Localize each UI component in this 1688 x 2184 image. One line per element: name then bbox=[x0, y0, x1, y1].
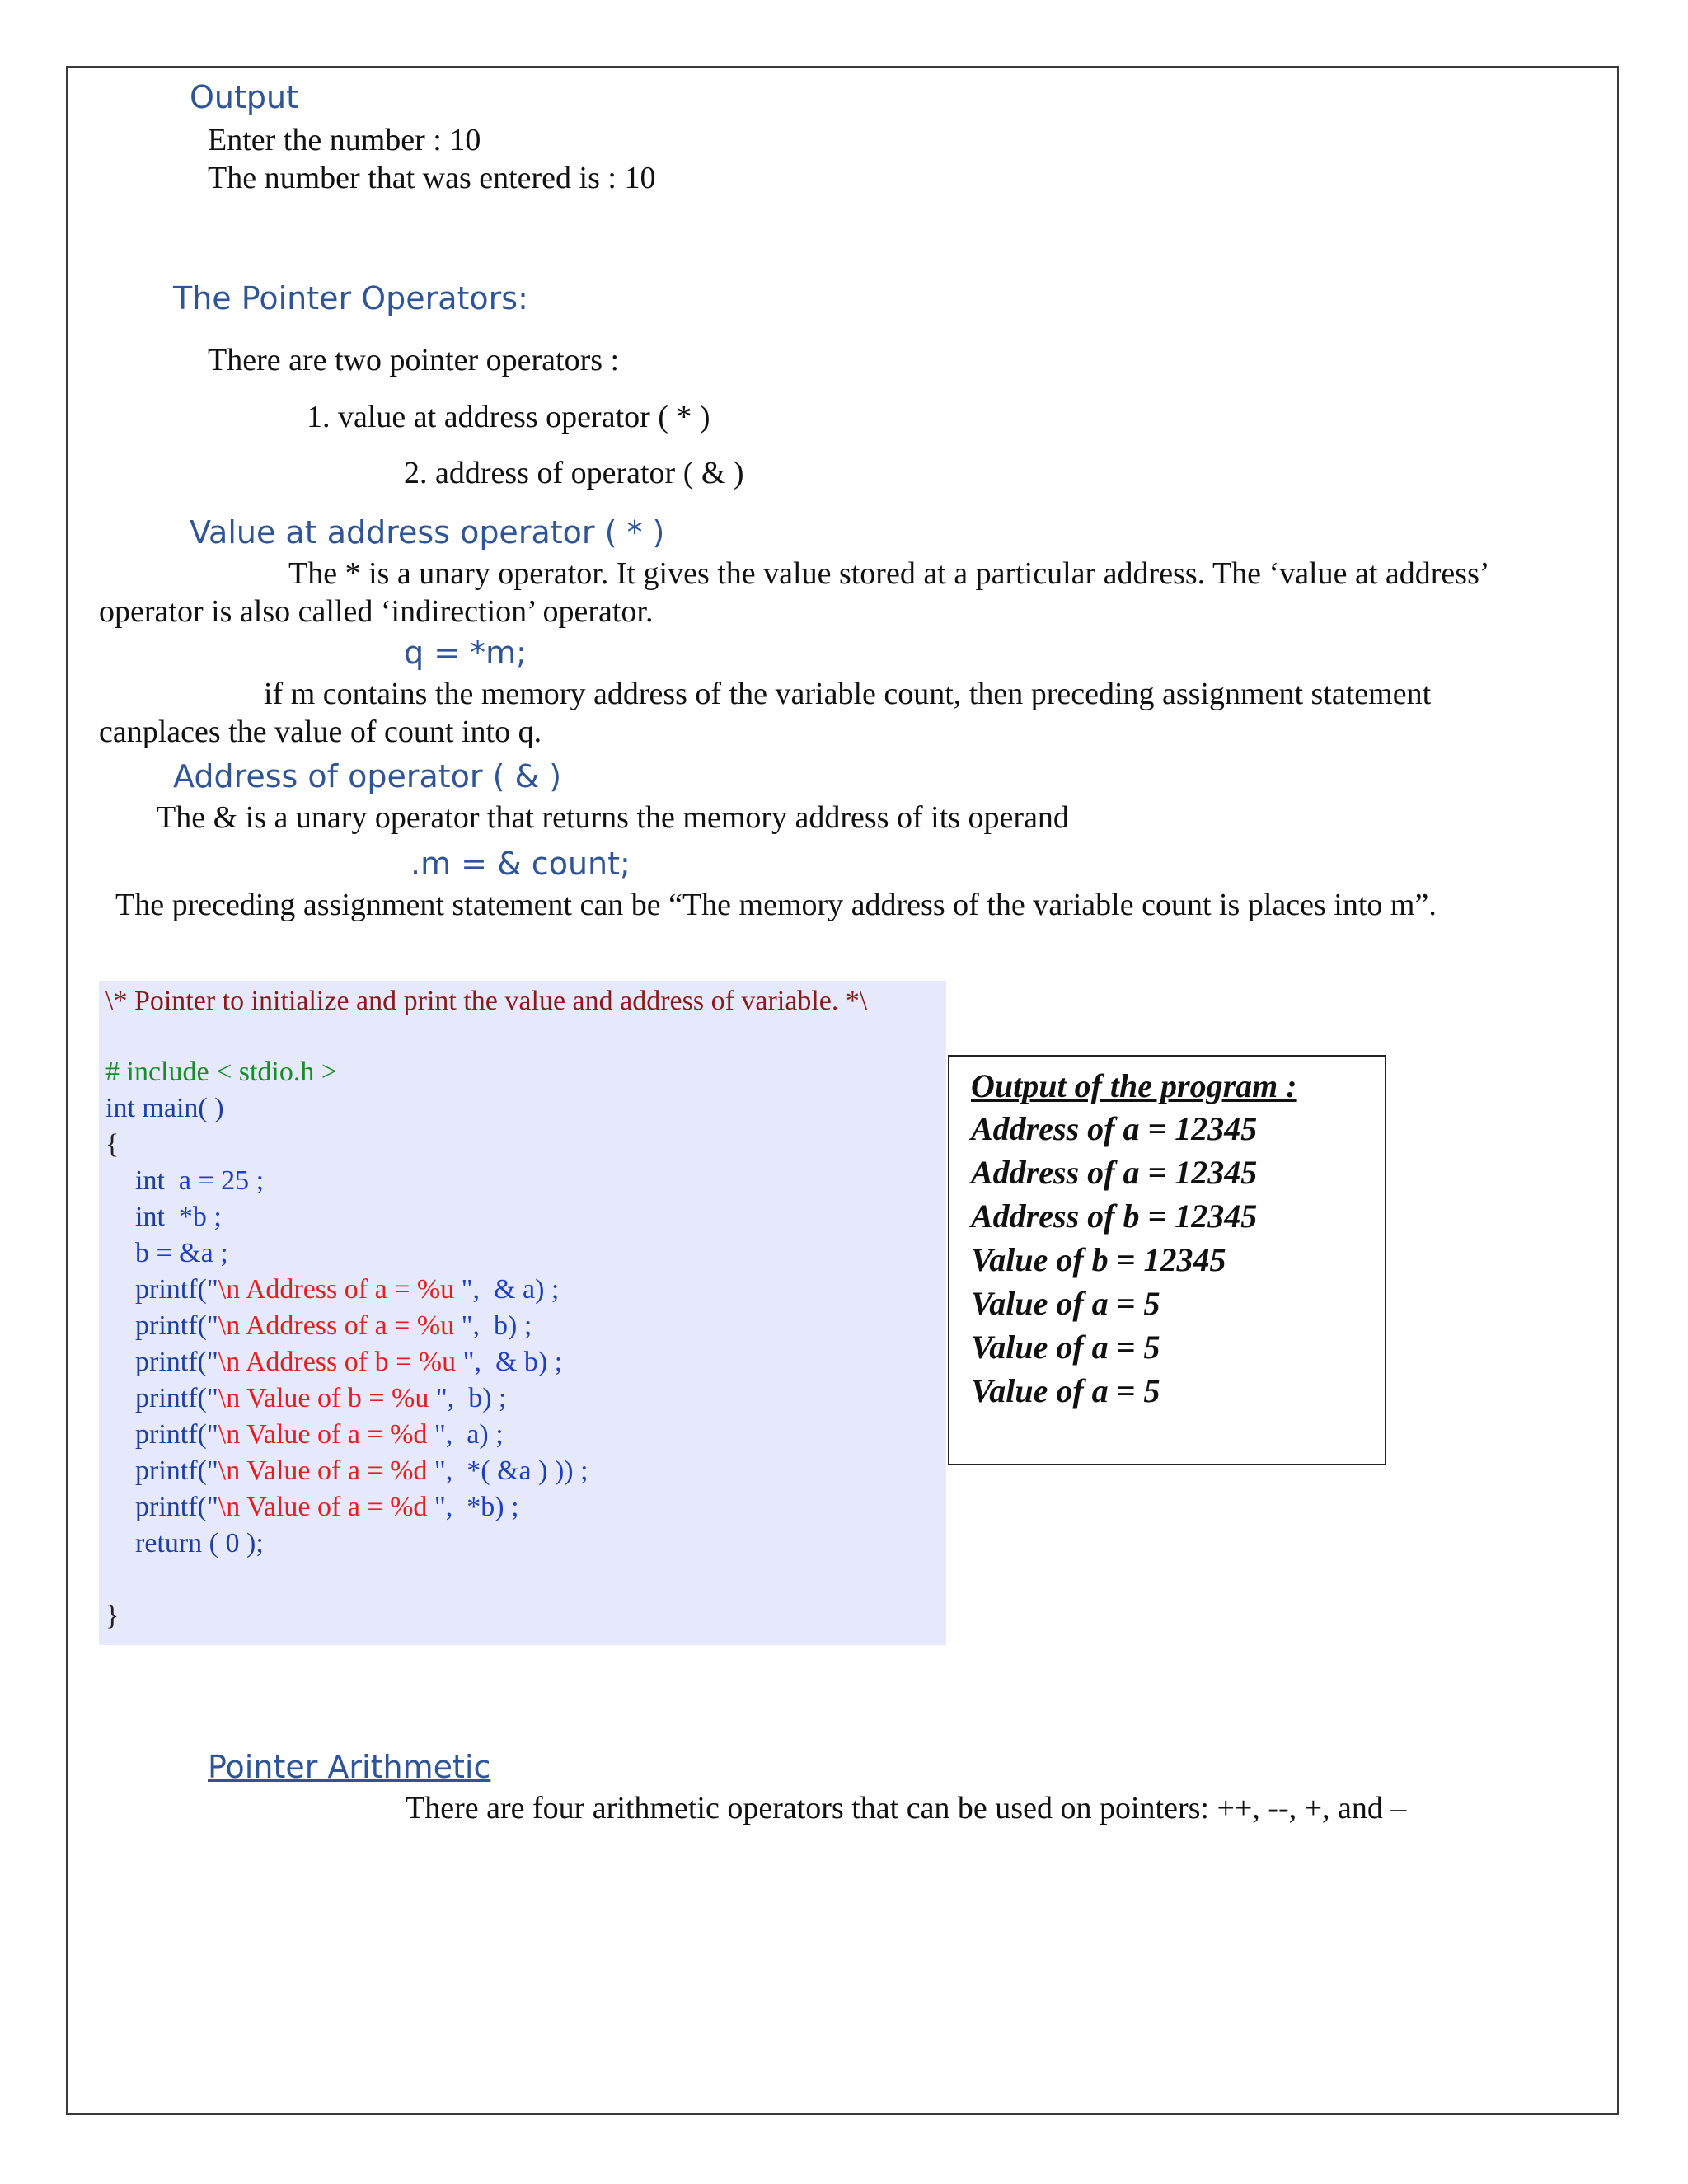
value-at-para-line2: operator is also called ‘indirection’ operator. bbox=[99, 594, 654, 629]
program-output-line: Value of b = 12345 bbox=[971, 1241, 1226, 1278]
output-line-1: Enter the number : 10 bbox=[208, 123, 481, 157]
program-output-line: Address of b = 12345 bbox=[971, 1197, 1258, 1235]
address-of-para: The & is a unary operator that returns the memory address of its operand bbox=[157, 800, 1069, 835]
code-comment: \* Pointer to initialize and print the value and address of variable. *\ bbox=[106, 986, 868, 1016]
code-printf-line: printf("\n Value of b = %u ", b) ; bbox=[135, 1383, 507, 1413]
code-decl-a: int a = 25 ; bbox=[135, 1165, 265, 1196]
program-output-line: Address of a = 12345 bbox=[971, 1154, 1258, 1191]
code-decl-b: int *b ; bbox=[135, 1202, 222, 1232]
code-close-brace: } bbox=[106, 1601, 120, 1631]
program-output-line: Value of a = 5 bbox=[971, 1285, 1160, 1322]
address-of-explain: The preceding assignment statement can be “The memory address of the variable count is places into m”. bbox=[115, 888, 1437, 922]
value-at-heading: Value at address operator ( * ) bbox=[190, 514, 665, 551]
code-printf-line: printf("\n Address of a = %u ", & a) ; bbox=[135, 1274, 560, 1305]
output-heading: Output bbox=[190, 79, 298, 115]
code-printf-line: printf("\n Address of b = %u ", & b) ; bbox=[135, 1347, 563, 1377]
program-output-line: Value of a = 5 bbox=[971, 1329, 1160, 1366]
value-at-explain-line2: canplaces the value of count into q. bbox=[99, 715, 542, 749]
code-return: return ( 0 ); bbox=[135, 1528, 264, 1558]
pointer-operator-item-2: 2. address of operator ( & ) bbox=[404, 456, 744, 490]
code-printf-line: printf("\n Address of a = %u ", b) ; bbox=[135, 1310, 532, 1341]
code-printf-line: printf("\n Value of a = %d ", *( &a ) )) ; bbox=[135, 1455, 588, 1486]
code-include: # include < stdio.h > bbox=[106, 1057, 338, 1087]
code-block bbox=[99, 981, 946, 1645]
value-at-para-line1: The * is a unary operator. It gives the value stored at a particular address. The ‘value at address’ bbox=[288, 556, 1490, 591]
pointer-operators-heading: The Pointer Operators: bbox=[173, 280, 528, 316]
code-printf-line: printf("\n Value of a = %d ", *b) ; bbox=[135, 1492, 519, 1522]
pointer-arithmetic-para: There are four arithmetic operators that can be used on pointers: ++, --, +, and – bbox=[406, 1791, 1407, 1825]
code-main: int main( ) bbox=[106, 1093, 224, 1123]
code-printf-line: printf("\n Value of a = %d ", a) ; bbox=[135, 1419, 504, 1450]
pointer-arithmetic-heading: Pointer Arithmetic bbox=[208, 1749, 491, 1785]
output-line-2: The number that was entered is : 10 bbox=[208, 161, 656, 195]
value-at-explain-line1: if m contains the memory address of the variable count, then preceding assignment statement bbox=[264, 677, 1432, 711]
value-at-code: q = *m; bbox=[404, 635, 527, 671]
program-output-line: Address of a = 12345 bbox=[971, 1110, 1258, 1147]
code-open-brace: { bbox=[106, 1129, 120, 1160]
address-of-heading: Address of operator ( & ) bbox=[173, 758, 562, 794]
program-output-title: Output of the program : bbox=[971, 1067, 1297, 1104]
pointer-operators-intro: There are two pointer operators : bbox=[208, 343, 620, 377]
program-output-box bbox=[948, 1055, 1386, 1465]
address-of-code: .m = & count; bbox=[410, 846, 631, 882]
code-assign: b = &a ; bbox=[135, 1238, 228, 1268]
program-output-line: Value of a = 5 bbox=[971, 1372, 1160, 1409]
pointer-operator-item-1: 1. value at address operator ( * ) bbox=[307, 400, 710, 434]
